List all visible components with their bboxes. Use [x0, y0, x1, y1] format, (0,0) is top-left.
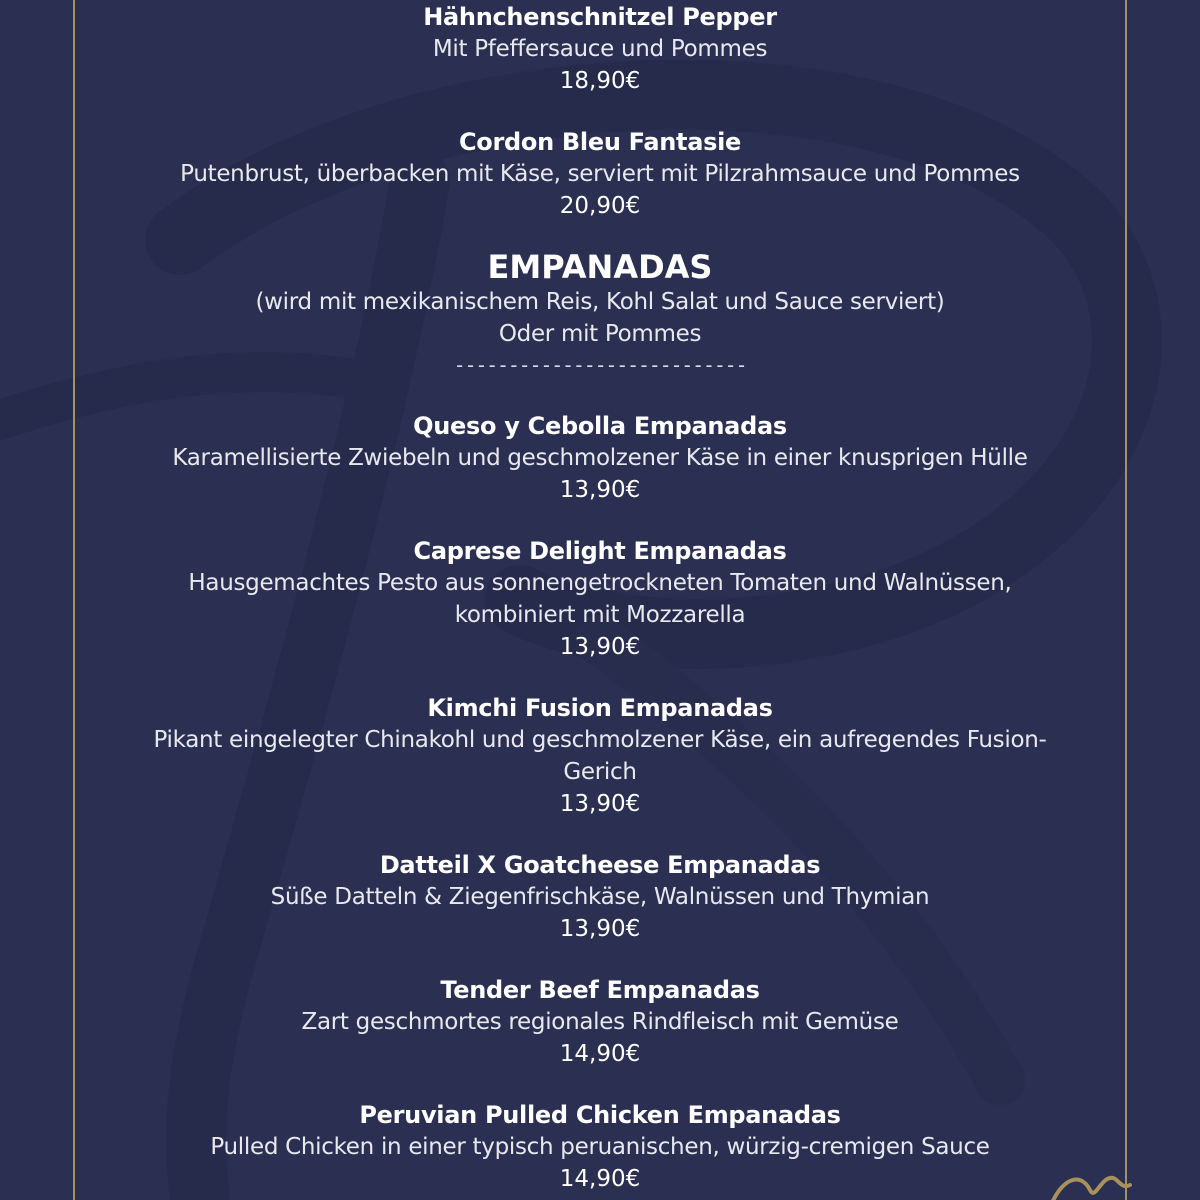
item-price: 18,90€ — [559, 68, 641, 94]
item-description: kombiniert mit Mozzarella — [454, 602, 746, 628]
item-name: Queso y Cebolla Empanadas — [413, 412, 787, 440]
menu-content — [76, 0, 1124, 1195]
item-price: 13,90€ — [559, 916, 641, 942]
menu-item — [76, 535, 1124, 663]
section-note: (wird mit mexikanischem Reis, Kohl Salat und Sauce serviert) — [255, 289, 945, 315]
item-description: Gerich — [563, 759, 637, 785]
section-header — [76, 248, 1124, 380]
item-description: Zart geschmortes regionales Rindfleisch mit Gemüse — [301, 1009, 899, 1035]
item-name: Hähnchenschnitzel Pepper — [423, 3, 777, 31]
menu-item — [76, 1, 1124, 97]
item-name: Datteil X Goatcheese Empanadas — [379, 851, 821, 879]
item-price: 13,90€ — [559, 634, 641, 660]
item-name: Kimchi Fusion Empanadas — [427, 694, 773, 722]
frame-left-line — [73, 0, 75, 1200]
item-name: Caprese Delight Empanadas — [413, 537, 787, 565]
item-price: 14,90€ — [559, 1166, 641, 1192]
menu-item — [76, 692, 1124, 820]
item-description: Hausgemachtes Pesto aus sonnengetrockneten Tomaten und Walnüssen, — [188, 570, 1012, 596]
menu-item — [76, 1099, 1124, 1195]
section-note: Oder mit Pommes — [498, 321, 702, 347]
item-name: Tender Beef Empanadas — [440, 976, 760, 1004]
item-price: 13,90€ — [559, 791, 641, 817]
item-description: Karamellisierte Zwiebeln und geschmolzener Käse in einer knusprigen Hülle — [172, 445, 1028, 471]
item-description: Pulled Chicken in einer typisch peruanischen, würzig-cremigen Sauce — [210, 1134, 990, 1160]
menu-item — [76, 410, 1124, 506]
menu-item — [76, 849, 1124, 945]
item-description: Mit Pfeffersauce und Pommes — [432, 36, 768, 62]
item-description: Süße Datteln & Ziegenfrischkäse, Walnüssen und Thymian — [270, 884, 930, 910]
menu-item — [76, 974, 1124, 1070]
item-price: 13,90€ — [559, 477, 641, 503]
section-title: EMPANADAS — [487, 248, 713, 286]
item-description: Pikant eingelegter Chinakohl und geschmolzener Käse, ein aufregendes Fusion- — [153, 727, 1047, 753]
menu-item — [76, 126, 1124, 222]
section-divider: --------------------------- — [453, 353, 747, 377]
item-name: Peruvian Pulled Chicken Empanadas — [359, 1101, 841, 1129]
frame-right-line — [1125, 0, 1127, 1200]
item-price: 20,90€ — [559, 193, 641, 219]
item-price: 14,90€ — [559, 1041, 641, 1067]
item-name: Cordon Bleu Fantasie — [458, 128, 741, 156]
item-description: Putenbrust, überbacken mit Käse, serviert mit Pilzrahmsauce und Pommes — [180, 161, 1020, 187]
